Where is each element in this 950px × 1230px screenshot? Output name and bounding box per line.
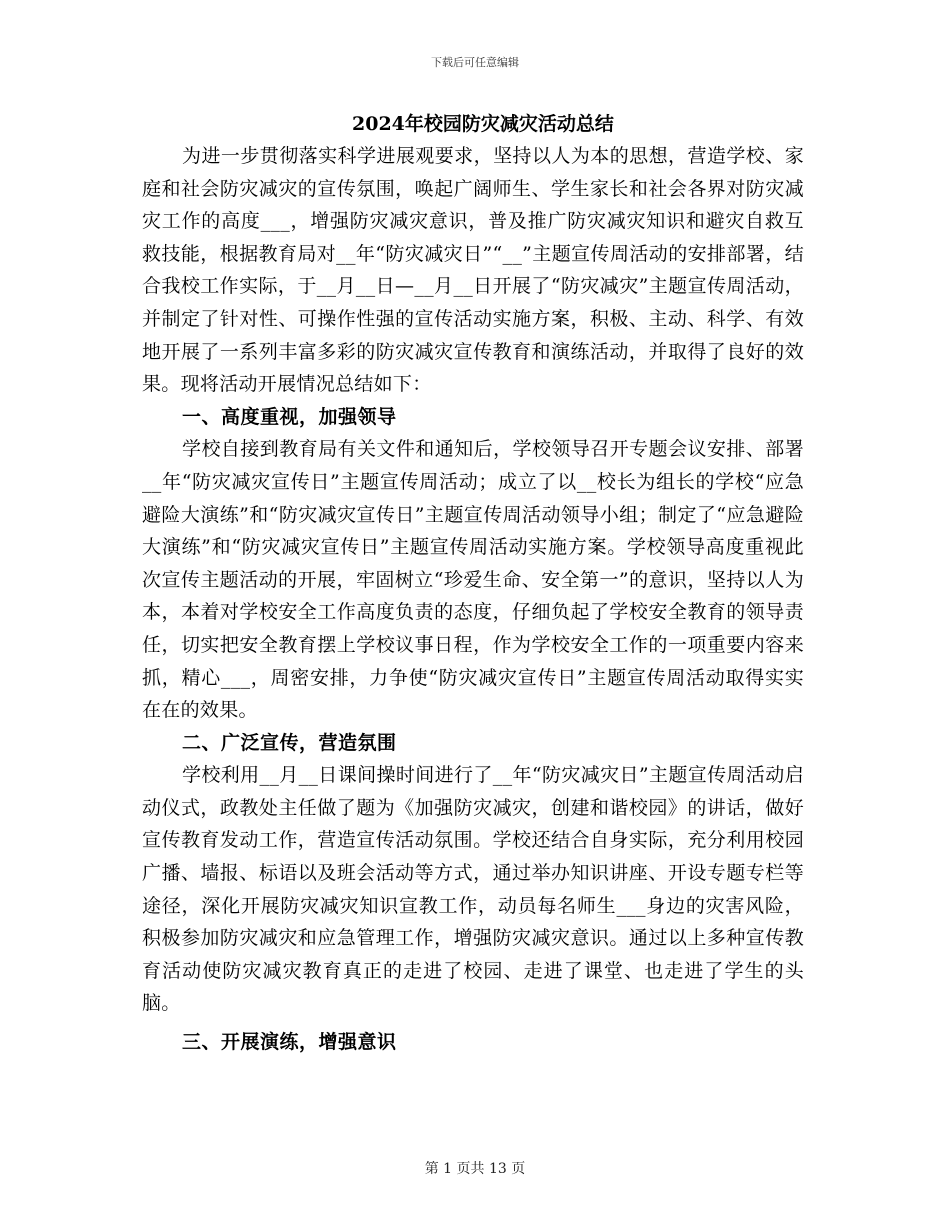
section-heading-2: 二、广泛宣传，营造氛围: [182, 731, 397, 754]
page-number-footer: 第 1 页共 13 页: [424, 1161, 526, 1177]
section-paragraph-1: 学校自接到教育局有关文件和通知后，学校领导召开专题会议安排、部署__年“防灾减灾宣传日”主题宣传周活动；成立了以__校长为组长的学校“应急避险大演练”和“防灾减灾宣传日”主题宣传周活动领导小组；制定了“应急避险大演练”和“防灾减灾宣传日”主题宣传周活动实施方案。学校领导高度重视此次宣传主题活动的开展，牢固树立“珍爱生命、安全第一”的意识，坚持以人为本，本着对学校安全工作高度负责的态度，仔细负起了学校安全教育的领导责任，切实把安全教育摆上学校议事日程，作为学校安全工作的一项重要内容来抓，精心___，周密安排，力争使“防灾减灾宣传日”主题宣传周活动取得实实在在的效果。: [142, 438, 804, 722]
header-note: 下载后可任意编辑: [431, 56, 519, 69]
intro-paragraph: 为进一步贯彻落实科学进展观要求，坚持以人为本的思想，营造学校、家庭和社会防灾减灾的宣传氛围，唤起广阔师生、学生家长和社会各界对防灾减灾工作的高度___，增强防灾减灾意识，普及推广防灾减灾知识和避灾自救互救技能，根据教育局对__年“防灾减灾日”“__”主题宣传周活动的安排部署，结合我校工作实际，于__月__日—__月__日开展了“防灾减灾”主题宣传周活动，并制定了针对性、可操作性强的宣传活动实施方案，积极、主动、科学、有效地开展了一系列丰富多彩的防灾减灾宣传教育和演练活动，并取得了良好的效果。现将活动开展情况总结如下：: [142, 145, 804, 396]
document-title: 2024年校园防灾减灾活动总结: [352, 113, 614, 135]
section-heading-3: 三、开展演练，增强意识: [182, 1031, 397, 1054]
document-body: [142, 108, 804, 1059]
section-paragraph-2: 学校利用__月__日课间操时间进行了__年“防灾减灾日”主题宣传周活动启动仪式，政教处主任做了题为《加强防灾减灾，创建和谐校园》的讲话，做好宣传教育发动工作，营造宣传活动氛围。学校还结合自身实际，充分利用校园广播、墙报、标语以及班会活动等方式，通过举办知识讲座、开设专题专栏等途径，深化开展防灾减灾知识宣教工作，动员每名师生___身边的灾害风险，积极参加防灾减灾和应急管理工作，增强防灾减灾意识。通过以上多种宣传教育活动使防灾减灾教育真正的走进了校园、走进了课堂、也走进了学生的头脑。: [142, 764, 804, 1015]
section-heading-1: 一、高度重视，加强领导: [182, 405, 397, 428]
